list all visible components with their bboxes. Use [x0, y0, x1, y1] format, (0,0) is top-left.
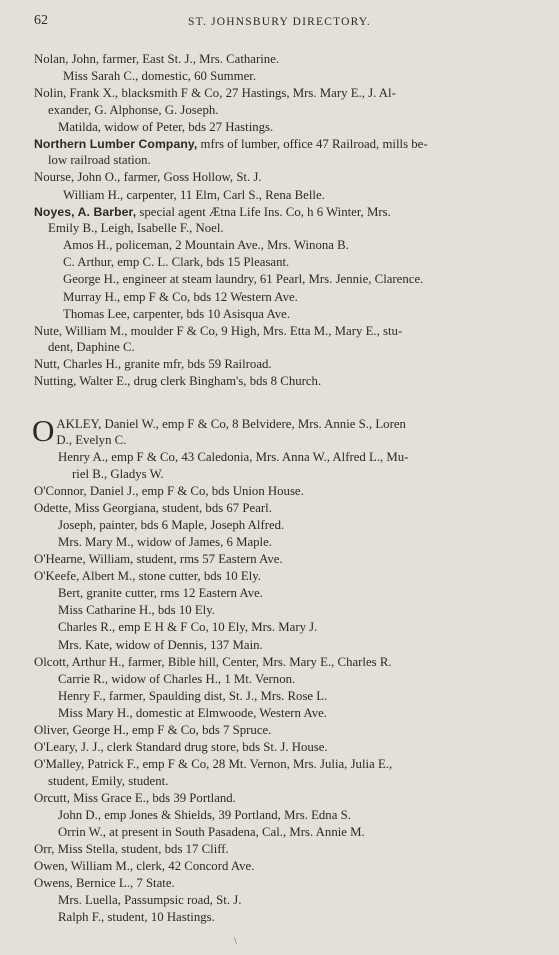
entry-line: Joseph, painter, bds 6 Maple, Joseph Alfred. [58, 517, 285, 532]
directory-entry [34, 136, 544, 169]
entry-line: Odette, Miss Georgiana, student, bds 67 Pearl. [34, 500, 272, 515]
directory-entry [34, 500, 544, 517]
directory-entry [34, 637, 544, 654]
directory-entry [34, 909, 544, 926]
directory-entry [34, 169, 544, 186]
directory-entry [34, 204, 544, 237]
entry-line: Mrs. Mary M., widow of James, 6 Maple. [58, 534, 272, 549]
entry-continuation: low railroad station. [48, 153, 151, 168]
entry-line: Henry F., farmer, Spaulding dist, St. J., Mrs. Rose L. [58, 688, 328, 703]
entry-line: Mrs. Luella, Passumpsic road, St. J. [58, 893, 242, 908]
directory-entry [34, 688, 544, 705]
page-header [0, 13, 559, 33]
entry-line: O'Connor, Daniel J., emp F & Co, bds Union House. [34, 483, 304, 498]
directory-entry [34, 790, 544, 807]
directory-entry [32, 412, 544, 449]
entry-line: Owen, William M., clerk, 42 Concord Ave. [34, 859, 255, 874]
directory-entry [34, 68, 544, 85]
entry-line: Nolan, John, farmer, East St. J., Mrs. Catharine. [34, 52, 280, 66]
footer-mark: \ [234, 936, 237, 947]
entry-line: Nutt, Charles H., granite mfr, bds 59 Railroad. [34, 357, 272, 372]
entry-line: Amos H., policeman, 2 Mountain Ave., Mrs. Winona B. [63, 238, 349, 253]
entry-line: C. Arthur, emp C. L. Clark, bds 15 Pleasant. [63, 255, 290, 270]
entry-line: Matilda, widow of Peter, bds 27 Hastings. [58, 119, 274, 134]
directory-entry [34, 373, 544, 390]
entry-line: John D., emp Jones & Shields, 39 Portland, Mrs. Edna S. [58, 807, 351, 822]
directory-entry [34, 807, 544, 824]
directory-entry [34, 551, 544, 568]
entry-line: Bert, granite cutter, rms 12 Eastern Ave. [58, 586, 263, 601]
directory-entry [34, 739, 544, 756]
directory-entry [34, 875, 544, 892]
page-number: 62 [34, 13, 48, 28]
directory-entry [34, 517, 544, 534]
directory-entry [34, 534, 544, 551]
directory-entry [34, 654, 544, 671]
entry-line: George H., engineer at steam laundry, 61 Pearl, Mrs. Jennie, Clarence. [63, 272, 424, 287]
directory-entry [34, 271, 544, 288]
entry-continuation: dent, Daphine C. [48, 340, 135, 355]
entry-line: Owens, Bernice L., 7 State. [34, 876, 175, 891]
directory-entry [34, 841, 544, 858]
directory-entry [34, 722, 544, 739]
entry-line: Miss Mary H., domestic at Elmwoode, Western Ave. [58, 705, 327, 720]
entry-line: Nourse, John O., farmer, Goss Hollow, St. J. [34, 170, 262, 185]
entry-line: AKLEY, Daniel W., emp F & Co, 8 Belvidere, Mrs. Annie S., Loren [56, 416, 406, 431]
directory-entry [34, 237, 544, 254]
entry-line: William H., carpenter, 11 Elm, Carl S., Rena Belle. [63, 187, 325, 202]
entry-continuation: exander, G. Alphonse, G. Joseph. [48, 102, 219, 117]
entry-line: Olcott, Arthur H., farmer, Bible hill, Center, Mrs. Mary E., Charles R. [34, 654, 392, 669]
entry-line: Henry A., emp F & Co, 43 Caledonia, Mrs. Anna W., Alfred L., Mu- [58, 450, 409, 465]
directory-entry [34, 289, 544, 306]
running-title: ST. JOHNSBURY DIRECTORY. [187, 16, 372, 28]
directory-entry [34, 619, 544, 636]
directory-entry [34, 756, 544, 789]
entry-line: Oliver, George H., emp F & Co, bds 7 Spruce. [34, 723, 272, 737]
directory-entry [34, 306, 544, 323]
entry-line: Orcutt, Miss Grace E., bds 39 Portland. [34, 790, 236, 805]
entry-line: Nutting, Walter E., drug clerk Bingham's, bds 8 Church. [34, 374, 322, 389]
directory-entry [34, 602, 544, 619]
entry-continuation: Emily B., Leigh, Isabelle F., Noel. [48, 221, 224, 236]
entry-line: Orr, Miss Stella, student, bds 17 Cliff. [34, 842, 229, 857]
drop-cap: O [32, 412, 55, 448]
entry-line: O'Malley, Patrick F., emp F & Co, 28 Mt. Vernon, Mrs. Julia, Julia E., [34, 757, 393, 772]
entry-line: Orrin W., at present in South Pasadena, Cal., Mrs. Annie M. [58, 824, 365, 839]
entry-line: Miss Sarah C., domestic, 60 Summer. [63, 69, 257, 84]
entry-name-bold: Northern Lumber Company, [34, 136, 198, 151]
directory-entry [34, 585, 544, 602]
directory-entry [34, 483, 544, 500]
directory-entry [34, 254, 544, 271]
directory-entry [34, 356, 544, 373]
section-gap [34, 391, 544, 416]
directory-entry [34, 323, 544, 356]
entry-line: Nolin, Frank X., blacksmith F & Co, 27 Hastings, Mrs. Mary E., J. Al- [34, 86, 396, 101]
entry-line: O'Hearne, William, student, rms 57 Eastern Ave. [34, 552, 283, 567]
entry-name-bold: Noyes, A. Barber, [34, 204, 137, 219]
entry-line: O'Leary, J. J., clerk Standard drug store, bds St. J. House. [34, 740, 328, 755]
directory-entry [34, 85, 544, 118]
entry-line: Charles R., emp E H & F Co, 10 Ely, Mrs. Mary J. [58, 620, 318, 635]
entry-line: Murray H., emp F & Co, bds 12 Western Ave. [63, 289, 298, 304]
entry-line: Carrie R., widow of Charles H., 1 Mt. Vernon. [58, 671, 296, 686]
directory-entry [34, 119, 544, 136]
entry-line: Mrs. Kate, widow of Dennis, 137 Main. [58, 637, 263, 652]
entry-line: Miss Catharine H., bds 10 Ely. [58, 603, 215, 618]
directory-entry [34, 568, 544, 585]
entry-line: Ralph F., student, 10 Hastings. [58, 910, 215, 925]
directory-entry [34, 671, 544, 688]
entry-line: special agent Ætna Life Ins. Co, h 6 Winter, Mrs. [136, 204, 391, 219]
entry-line: Nute, William M., moulder F & Co, 9 High, Mrs. Etta M., Mary E., stu- [34, 323, 403, 338]
directory-entry [34, 51, 544, 68]
entry-line: Thomas Lee, carpenter, bds 10 Asisqua Ave. [63, 306, 291, 321]
entry-line: mfrs of lumber, office 47 Railroad, mills be- [197, 136, 428, 151]
entry-line: O'Keefe, Albert M., stone cutter, bds 10 Ely. [34, 569, 261, 584]
entry-continuation: D., Evelyn C. [56, 433, 127, 447]
directory-entry [34, 187, 544, 204]
directory-entry [34, 858, 544, 875]
directory-entry [34, 892, 544, 909]
directory-entry [34, 449, 544, 482]
directory-entries [34, 51, 544, 927]
entry-continuation: student, Emily, student. [48, 773, 169, 788]
directory-entry [34, 705, 544, 722]
entry-continuation: riel B., Gladys W. [72, 466, 164, 481]
directory-entry [34, 824, 544, 841]
